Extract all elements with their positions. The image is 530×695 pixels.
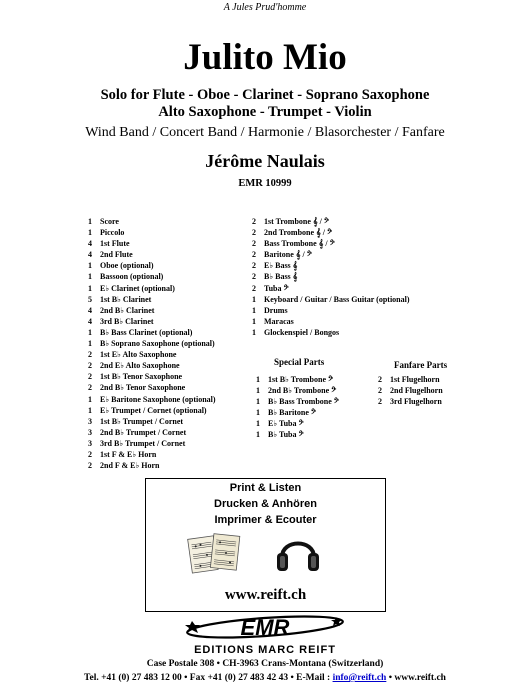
part-quantity: 1 — [252, 327, 256, 337]
part-name: Piccolo — [100, 228, 125, 238]
part-quantity: 1 — [88, 405, 92, 415]
dedication: A Jules Prud'homme — [223, 2, 307, 13]
part-row — [244, 238, 410, 249]
part-row — [244, 305, 410, 316]
part-quantity: 1 — [256, 386, 260, 396]
part-quantity: 4 — [88, 305, 92, 315]
part-row — [80, 416, 216, 427]
part-row — [244, 283, 410, 294]
part-name: B♭ Soprano Saxophone (optional) — [100, 339, 215, 349]
part-quantity: 4 — [88, 239, 92, 249]
part-name: 2nd Flugelhorn — [390, 386, 443, 396]
part-row — [80, 460, 216, 471]
part-quantity: 1 — [256, 375, 260, 384]
part-quantity: 2 — [88, 372, 92, 382]
part-name: E♭ Baritone Saxophone (optional) — [100, 394, 216, 404]
email-link[interactable]: info@reift.ch — [332, 673, 387, 683]
part-row — [244, 327, 410, 338]
headphones-icon — [274, 529, 322, 575]
part-quantity: 4 — [88, 316, 92, 326]
part-quantity: 1 — [256, 430, 260, 440]
part-quantity: 2 — [252, 261, 256, 271]
part-quantity: 3 — [88, 427, 92, 437]
part-quantity: 2 — [252, 239, 256, 249]
part-row — [80, 260, 216, 271]
part-row — [80, 283, 216, 294]
part-row — [248, 407, 339, 418]
part-quantity: 2 — [252, 217, 256, 226]
piece-title: Julito Mio — [183, 37, 347, 78]
part-row — [370, 396, 443, 407]
fanfare-parts-list — [370, 374, 443, 407]
part-name: 2nd B♭ Trumpet / Cornet — [100, 427, 187, 437]
part-name: 1st B♭ Trombone 𝄢 — [268, 375, 334, 384]
print-listen-en: Print & Listen — [229, 482, 302, 494]
special-parts-title: Special Parts — [274, 357, 325, 367]
part-quantity: 4 — [88, 250, 92, 260]
part-name: Keyboard / Guitar / Bass Guitar (optional) — [264, 294, 410, 304]
part-row — [80, 316, 216, 327]
part-quantity: 5 — [88, 294, 92, 304]
part-row — [248, 374, 339, 385]
part-name: Drums — [264, 305, 288, 315]
part-row — [80, 382, 216, 393]
part-quantity: 2 — [378, 397, 382, 407]
publisher-contact — [0, 673, 530, 683]
part-quantity: 1 — [256, 419, 260, 429]
part-quantity: 2 — [88, 449, 92, 459]
part-row — [244, 227, 410, 238]
part-quantity: 1 — [88, 217, 92, 226]
solo-instruments-line-1: Solo for Flute - Oboe - Clarinet - Soprano Saxophone — [100, 87, 430, 103]
part-row — [80, 438, 216, 449]
ensembles: Wind Band / Concert Band / Harmonie / Blasorchester / Fanfare — [85, 125, 445, 140]
part-quantity: 1 — [88, 283, 92, 293]
part-row — [244, 271, 410, 282]
part-row — [80, 349, 216, 360]
part-quantity: 2 — [88, 383, 92, 393]
part-name: Score — [100, 217, 119, 226]
part-name: 3rd Flugelhorn — [390, 397, 442, 407]
part-row — [370, 385, 443, 396]
special-parts-list — [248, 374, 339, 441]
part-row — [80, 449, 216, 460]
part-name: 1st B♭ Clarinet — [100, 294, 152, 304]
part-name: 3rd B♭ Trumpet / Cornet — [100, 438, 186, 448]
part-name: 1st Flugelhorn — [390, 375, 440, 384]
part-name: Glockenspiel / Bongos — [264, 327, 340, 337]
part-name: B♭ Bass Clarinet (optional) — [100, 327, 193, 337]
part-name: 1st E♭ Alto Saxophone — [100, 350, 177, 360]
part-quantity: 2 — [378, 386, 382, 396]
part-row — [244, 249, 410, 260]
part-quantity: 2 — [252, 250, 256, 260]
part-name: E♭ Tuba 𝄢 — [268, 419, 304, 429]
part-name: 1st B♭ Trumpet / Cornet — [100, 416, 184, 426]
part-quantity: 2 — [252, 228, 256, 238]
contact-website[interactable]: • www.reift.ch — [386, 673, 446, 683]
part-name: 2nd B♭ Clarinet — [100, 305, 155, 315]
part-name: 2nd Flute — [100, 250, 133, 260]
part-name: Oboe (optional) — [100, 261, 154, 271]
part-row — [248, 396, 339, 407]
part-name: 2nd E♭ Alto Saxophone — [100, 361, 180, 371]
catalog-number: EMR 10999 — [238, 178, 292, 189]
part-name: B♭ Bass 𝄞 — [264, 272, 298, 282]
part-row — [80, 249, 216, 260]
part-row — [248, 429, 339, 440]
part-row — [80, 227, 216, 238]
part-quantity: 1 — [256, 408, 260, 418]
part-name: B♭ Bass Trombone 𝄢 — [268, 397, 339, 407]
part-quantity: 2 — [88, 361, 92, 371]
part-row — [80, 427, 216, 438]
part-quantity: 1 — [252, 294, 256, 304]
part-row — [80, 394, 216, 405]
part-row — [80, 327, 216, 338]
part-name: Bass Trombone 𝄞 / 𝄢 — [264, 239, 335, 249]
part-quantity: 2 — [378, 375, 382, 384]
print-listen-box — [145, 478, 386, 612]
part-quantity: 1 — [256, 397, 260, 407]
part-quantity: 1 — [88, 228, 92, 238]
part-row — [80, 338, 216, 349]
part-row — [80, 238, 216, 249]
part-row — [370, 374, 443, 385]
part-quantity: 1 — [88, 394, 92, 404]
part-name: 1st F & E♭ Horn — [100, 449, 157, 459]
part-name: 2nd F & E♭ Horn — [100, 461, 160, 471]
part-name: 3rd B♭ Clarinet — [100, 316, 154, 326]
part-name: 2nd B♭ Tenor Saxophone — [100, 383, 186, 393]
part-name: 1st Trombone 𝄞 / 𝄢 — [264, 217, 329, 226]
solo-instruments-line-2: Alto Saxophone - Trumpet - Violin — [158, 104, 372, 120]
part-row — [80, 216, 216, 227]
part-row — [244, 216, 410, 227]
website-url[interactable]: www.reift.ch — [224, 587, 307, 603]
sheet-music-icon — [186, 531, 244, 575]
part-name: E♭ Trumpet / Cornet (optional) — [100, 405, 207, 415]
part-name: E♭ Clarinet (optional) — [100, 283, 175, 293]
part-row — [244, 260, 410, 271]
publisher-name: EDITIONS MARC REIFT — [194, 644, 336, 656]
part-row — [80, 294, 216, 305]
part-quantity: 1 — [252, 305, 256, 315]
print-listen-fr: Imprimer & Ecouter — [214, 514, 317, 526]
part-quantity: 1 — [88, 339, 92, 349]
part-name: Tuba 𝄢 — [264, 283, 289, 293]
part-row — [80, 405, 216, 416]
part-name: E♭ Bass 𝄞 — [264, 261, 298, 271]
part-name: 1st B♭ Tenor Saxophone — [100, 372, 183, 382]
part-quantity: 1 — [88, 261, 92, 271]
part-row — [248, 418, 339, 429]
logo-text: EMR — [240, 615, 290, 640]
part-quantity: 2 — [88, 350, 92, 360]
part-quantity: 2 — [88, 461, 92, 471]
part-name: Baritone 𝄞 / 𝄢 — [264, 250, 312, 260]
part-name: 1st Flute — [100, 239, 130, 249]
part-row — [80, 271, 216, 282]
part-quantity: 2 — [252, 283, 256, 293]
part-quantity: 3 — [88, 416, 92, 426]
part-quantity: 1 — [88, 272, 92, 282]
part-name: 2nd B♭ Trombone 𝄢 — [268, 386, 337, 396]
part-name: B♭ Tuba 𝄢 — [268, 430, 304, 440]
part-row — [244, 294, 410, 305]
composer: Jérôme Naulais — [205, 151, 325, 171]
parts-list-right — [244, 216, 410, 338]
part-name: B♭ Baritone 𝄢 — [268, 408, 317, 418]
part-quantity: 3 — [88, 438, 92, 448]
print-listen-de: Drucken & Anhören — [214, 498, 317, 510]
part-row — [80, 305, 216, 316]
part-row — [244, 316, 410, 327]
part-quantity: 2 — [252, 272, 256, 282]
part-quantity: 1 — [88, 327, 92, 337]
parts-list-left — [80, 216, 216, 471]
part-quantity: 1 — [252, 316, 256, 326]
part-name: Bassoon (optional) — [100, 272, 164, 282]
part-name: 2nd Trombone 𝄞 / 𝄢 — [264, 228, 333, 238]
publisher-address: Case Postale 308 • CH-3963 Crans-Montana (Switzerland) — [146, 659, 384, 669]
fanfare-parts-title: Fanfare Parts — [394, 360, 448, 370]
part-name: Maracas — [264, 316, 294, 326]
part-row — [80, 360, 216, 371]
part-row — [248, 385, 339, 396]
contact-phone-fax: Tel. +41 (0) 27 483 12 00 • Fax +41 (0) 27 483 42 43 • E-Mail : — [84, 673, 333, 683]
part-row — [80, 371, 216, 382]
